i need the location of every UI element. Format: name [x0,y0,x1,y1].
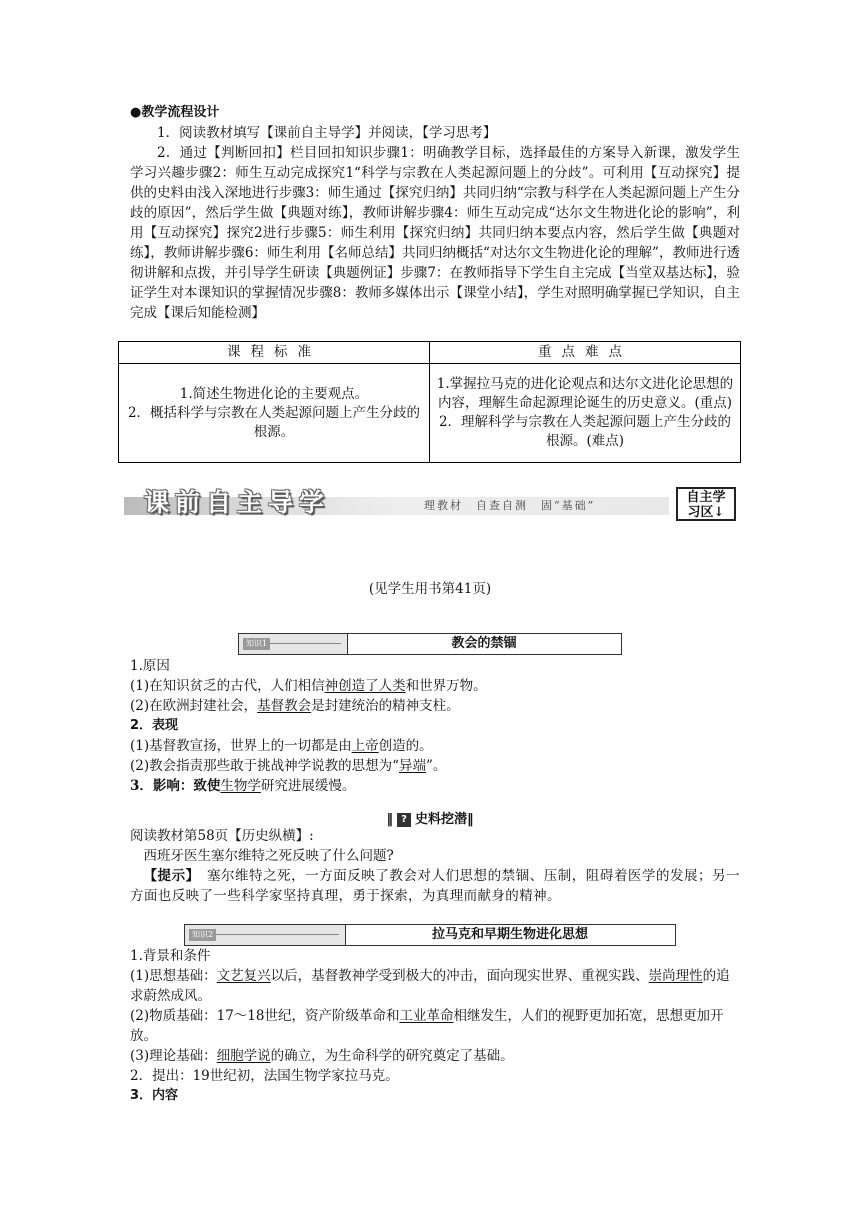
hint-text: 塞尔维特之死，一方面反映了教会对人们思想的禁锢、压制，阻碍着医学的发展；另一方面也反映了一些科学家坚持真理，勇于探索，为真理而献身的精神。 [130,868,741,904]
k1-item-2a: (1)基督教宣扬，世界上的一切都是由上帝创造的。 [130,738,433,754]
knowledge-1-tag [239,634,348,654]
historical-material-label: 史料挖潜 [414,812,467,827]
k1-section-1-title: 1.原因 [130,658,170,674]
key-point-1: 1.掌握拉马克的进化论观点和达尔文进化论思想的内容，理解生命起源理论诞生的历史意义。(重点) [436,376,734,411]
knowledge-2-title: 拉马克和早期生物进化思想 [431,927,588,942]
knowledge-1-header [238,633,622,655]
hint-label: 【提示】 [143,868,193,884]
k2-item-1c: (3)理论基础：细胞学说的确立，为生命科学的研究奠定了基础。 [130,1048,514,1064]
flow-item-2: 2．通过【判断回扣】栏目回扣知识步骤1：明确教学目标，选择最佳的方案导入新课，激发学生学习兴趣步骤2：师生互动完成探究1“科学与宗教在人类起源问题上的分歧”。可利用【互动探究】提供的史料由浅入深地进行步骤3：师生通过【探究归纳】共同归纳“宗教与科学在人类起源问题上产生分歧的原因”，然后学生做【典题对练】，教师讲解步骤4：师生互动完成“达尔文生物进化论的影响”，利用【互动探究】探究2进行步骤5：师生利用【探究归纳】共同归纳本要点内容，然后学生做【典题对练】，教师讲解步骤6：师生利用【名师总结】共同归纳概括“对达尔文生物进化论的理解”，教师进行透彻讲解和点拨，并引导学生研读【典题例证】步骤7：在教师指导下学生自主完成【当堂双基达标】，验证学生对本课知识的掌握情况步骤8：教师多媒体出示【课堂小结】，学生对照明确掌握已学知识，自主完成【课后知能检测】 [130,145,740,321]
double-bar-icon: ‖ [386,812,393,827]
knowledge-2-tag [185,925,346,945]
page-reference: (见学生用书第41页) [368,581,492,597]
k1-item-3: 3．影响：致使生物学研究进展缓慢。 [130,778,356,794]
flow-heading: ●教学流程设计 [130,105,220,120]
knowledge-tag-label: 知识2 [189,929,216,941]
table-header-standards: 课程标准 [119,342,430,364]
table-header-key-points: 重点难点 [430,342,741,364]
k2-item-1b: (2)物质基础：17～18世纪，资产阶级革命和工业革命相继发生，人们的视野更加拓宽，思想更加开放。 [130,1008,724,1044]
question-icon: ? [397,813,411,827]
arrow-line-icon [215,934,339,935]
standard-1: 1.简述生物进化论的主要观点。 [179,385,369,402]
double-bar-icon: ‖ [467,812,474,827]
knowledge-1-body [130,656,740,796]
banner-subtitle: 理教材 自查自测 固“基础” [424,499,596,512]
key-point-2: 2．理解科学与宗教在人类起源问题上产生分歧的根源。(难点) [438,414,732,449]
table-cell-standards [119,364,430,463]
knowledge-tag-label: 知识1 [243,638,270,650]
k1-item-1a: (1)在知识贫乏的古代，人们相信神创造了人类和世界万物。 [130,678,487,694]
standards-table [118,341,741,463]
self-study-area-box [676,487,736,521]
reading-prompt [130,826,740,866]
k2-item-1a: (1)思想基础：文艺复兴以后，基督教神学受到极大的冲击，面向现实世界、重视实践、崇尚理性的追求蔚然成风。 [130,968,730,1004]
standard-2: 2．概括科学与宗教在人类起源问题上产生分歧的根源。 [127,404,421,440]
table-cell-key-points [430,364,741,463]
banner-title: 课前自主导学 [144,488,331,517]
flow-item-1: 1．阅读教材填写【课前自主导学】并阅读，【学习思考】 [157,125,497,141]
arrow-line-icon [269,643,341,644]
box-line-2: 习区↓ [687,505,725,520]
hint-paragraph [130,866,740,906]
k2-item-3: 3．内容 [130,1088,179,1103]
reading-question: 西班牙医生塞尔维特之死反映了什么问题? [143,848,394,864]
k2-item-2: 2．提出：19世纪初，法国生物学家拉马克。 [130,1068,399,1084]
reading-line-1: 阅读教材第58页【历史纵横】: [130,828,314,844]
box-line-1: 自主学 [686,490,726,505]
k1-item-1b: (2)在欧洲封建社会，基督教会是封建统治的精神支柱。 [130,698,460,714]
teaching-flow-section [130,103,740,323]
knowledge-2-header [184,924,676,946]
section-banner [124,487,740,523]
knowledge-2-body [130,946,740,1106]
k1-section-2-title: 2．表现 [130,718,179,733]
k1-item-2b: (2)教会指责那些敢于挑战神学说教的思想为“异端”。 [130,758,447,774]
k2-section-1-title: 1.背景和条件 [130,948,211,964]
knowledge-1-title: 教会的禁锢 [451,636,517,651]
